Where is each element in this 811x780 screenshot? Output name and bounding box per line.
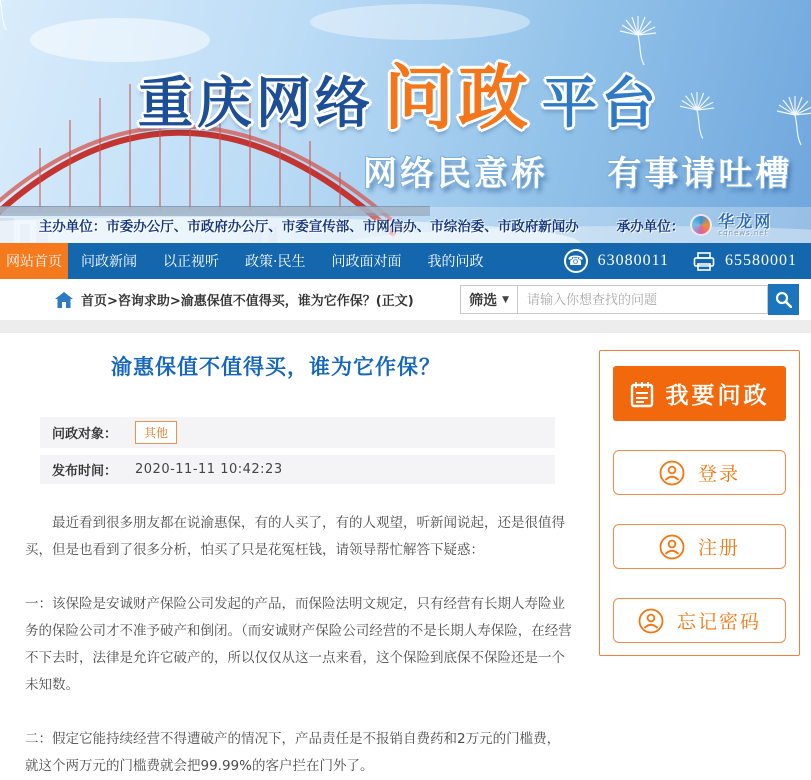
meta-tag-other[interactable]: 其他 bbox=[135, 421, 177, 444]
breadcrumb-row bbox=[0, 279, 811, 320]
phone-number: 63080011 bbox=[597, 252, 669, 269]
action-sidebar bbox=[599, 350, 800, 656]
search-input[interactable] bbox=[518, 285, 768, 314]
nav-item-home[interactable]: 网站首页 bbox=[0, 243, 68, 279]
nav-item-news[interactable]: 问政新闻 bbox=[81, 254, 137, 270]
hualongwang-domain: cqnews.net bbox=[718, 228, 769, 237]
home-icon[interactable] bbox=[55, 292, 73, 308]
meta-row-target bbox=[40, 417, 555, 448]
forgot-password-label: 忘记密码 bbox=[676, 611, 761, 633]
main-nav bbox=[0, 243, 811, 279]
nav-contacts bbox=[564, 243, 811, 279]
user-icon bbox=[659, 460, 685, 486]
logo-text-platform: 平台 bbox=[542, 71, 661, 135]
search-button[interactable] bbox=[768, 284, 799, 315]
logo-text-chongqing-network: 重庆网络 bbox=[138, 71, 375, 135]
section-divider bbox=[0, 320, 811, 333]
user-icon bbox=[638, 608, 664, 634]
forgot-password-button[interactable] bbox=[613, 598, 786, 643]
hualongwang-name: 华龙网 bbox=[718, 211, 773, 231]
ask-politics-button[interactable] bbox=[613, 366, 786, 421]
notepad-icon bbox=[630, 380, 654, 408]
phone-icon: ☎ bbox=[564, 249, 588, 273]
filter-label: 筛选 bbox=[469, 292, 498, 309]
article bbox=[0, 333, 572, 780]
banner-slogan: 网络民意桥 有事请吐槽 bbox=[363, 154, 793, 194]
nav-item-face2face[interactable]: 问政面对面 bbox=[331, 254, 402, 270]
article-paragraph: 二：假定它能持续经营不得遭破产的情况下，产品责任是不报销自费药和2万元的门槛费，就这个两万元的门槛费就会把99.99%的客户拦在门外了。 bbox=[25, 731, 561, 774]
fax-number: 65580001 bbox=[725, 252, 797, 269]
article-paragraph: 一：该保险是安诚财产保险公司发起的产品，而保险法明文规定，只有经营有长期人寿险业务的保险公司才不准予破产和倒闭。（而安诚财产保险公司经营的不是长期人寿保险，在经营不下去时，法律是允许它破产的，所以仅仅从这一点来看，这个保险到底保不保险还是一个未知数。 bbox=[25, 596, 572, 693]
organizer-bar bbox=[0, 207, 811, 243]
login-label: 登录 bbox=[697, 463, 740, 485]
register-button[interactable] bbox=[613, 524, 786, 569]
filter-dropdown[interactable] bbox=[460, 285, 518, 314]
fax-icon bbox=[693, 252, 715, 271]
article-body bbox=[25, 510, 573, 780]
breadcrumb-text[interactable]: 首页>咨询求助>渝惠保值不值得买，谁为它作保？(正文) bbox=[81, 294, 414, 309]
logo-text-wenzheng: 问政 bbox=[384, 57, 533, 139]
chevron-down-icon: ▼ bbox=[502, 294, 509, 305]
search-icon bbox=[775, 291, 792, 308]
hualongwang-logo-icon bbox=[690, 214, 712, 236]
main-content bbox=[0, 333, 811, 774]
site-logo-title bbox=[138, 42, 660, 143]
register-label: 注册 bbox=[697, 537, 740, 559]
banner bbox=[0, 0, 811, 243]
nav-item-policy[interactable]: 政策·民生 bbox=[245, 254, 306, 270]
article-paragraph: 最近看到很多朋友都在说渝惠保，有的人买了，有的人观望，听新闻说起，还是很值得买，但是也看到了很多分析，怕买了只是花冤枉钱，请领导帮忙解答下疑惑： bbox=[25, 515, 565, 558]
nav-item-clarify[interactable]: 以正视听 bbox=[163, 254, 219, 270]
user-icon bbox=[659, 534, 685, 560]
nav-item-my[interactable]: 我的问政 bbox=[427, 254, 484, 270]
login-button[interactable] bbox=[613, 450, 786, 495]
ask-politics-label: 我要问政 bbox=[665, 383, 770, 409]
article-title: 渝惠保值不值得买，谁为它作保？ bbox=[111, 355, 441, 379]
breadcrumb bbox=[55, 290, 414, 309]
undertaker-label: 承办单位： bbox=[616, 219, 685, 235]
meta-row-publish-time bbox=[40, 455, 555, 484]
publish-timestamp: 2020-11-11 10:42:23 bbox=[135, 462, 283, 477]
hualongwang-logo-text bbox=[718, 211, 773, 237]
search-bar bbox=[460, 284, 799, 315]
meta-label-publish-time: 发布时间： bbox=[52, 464, 118, 479]
organizers-text: 主办单位：市委办公厅、市政府办公厅、市委宣传部、市网信办、市综治委、市政府新闻办 bbox=[38, 219, 579, 235]
meta-label-target: 问政对象： bbox=[52, 427, 118, 442]
